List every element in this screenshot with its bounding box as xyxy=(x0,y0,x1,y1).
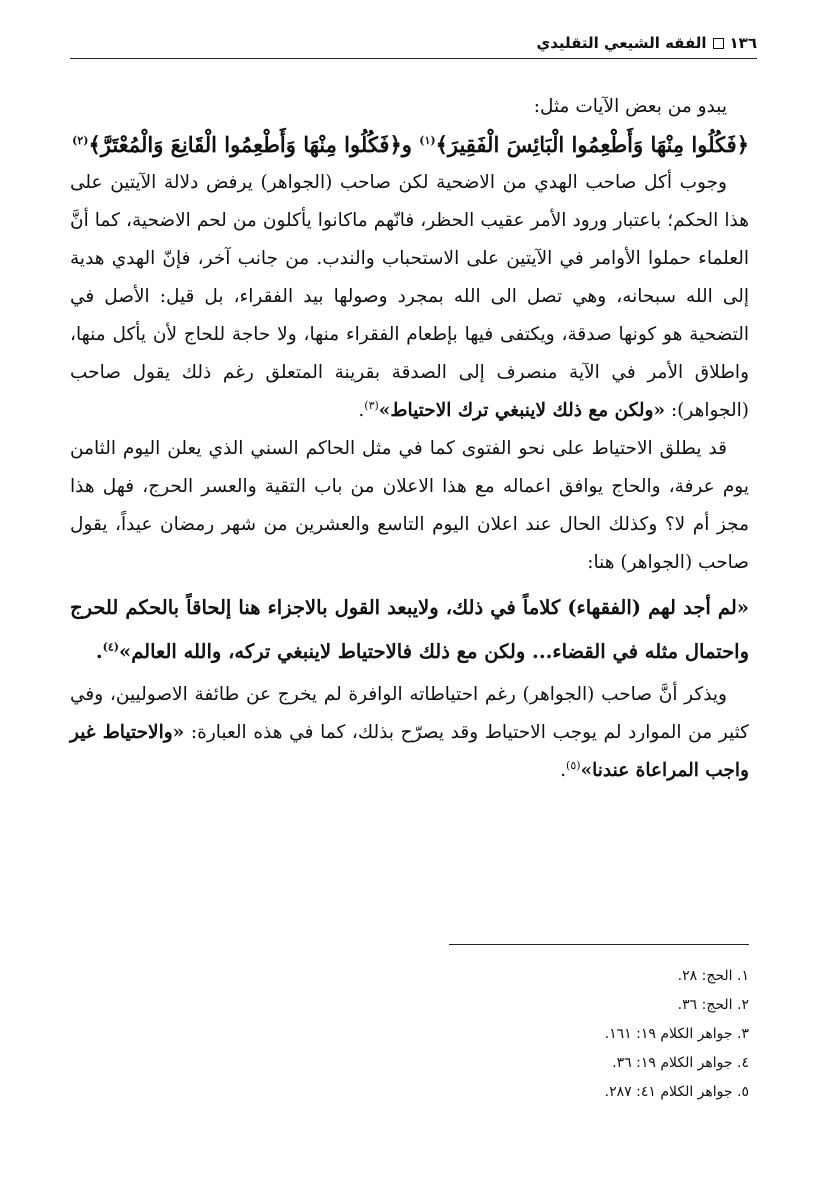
intro-line: يبدو من بعض الآيات مثل: xyxy=(533,96,727,117)
paragraph-1 xyxy=(70,164,749,430)
verse-1: ﴿فَكُلُوا مِنْهَا وَأَطْعِمُوا الْبَائِسَ الْفَقِيرَ﴾ xyxy=(435,132,749,157)
footnote-rule xyxy=(449,944,749,945)
block-quote-end: . xyxy=(95,640,103,663)
separator-box-icon xyxy=(713,38,724,49)
paragraph-3-text: ويذكر أنَّ صاحب (الجواهر) رغم احتياطاته الوافرة لم يخرج عن طائفة الاصوليين، وفي كثير من الموارد لم يوجب الاحتياط وقد يصرّح بذلك، كما في هذه العبارة: xyxy=(70,684,749,743)
footnote-3: ٣. جواهر الكلام ١٩: ١٦١. xyxy=(604,1026,749,1042)
footnote-ref-1: (١) xyxy=(419,134,436,147)
block-quote-text: «لم أجد لهم (الفقهاء) كلاماً في ذلك، ولايبعد القول بالاجزاء هنا إلحاقاً بالحكم للحرج واحتمال مثله في القضاء... ولكن مع ذلك فالاحتياط لاينبغي تركه، والله العالم» xyxy=(70,596,749,663)
header-rule xyxy=(70,58,757,59)
paragraph-3-quote: «والاحتياط غير واجب المراعاة عندنا» xyxy=(70,722,749,781)
paragraph-1-end: . xyxy=(358,400,365,421)
running-title: الفقه الشيعي التقليدي xyxy=(536,34,707,52)
paragraph-1-quote: «ولكن مع ذلك لاينبغي ترك الاحتياط» xyxy=(378,400,666,421)
paragraph-2: قد يطلق الاحتياط على نحو الفتوى كما في مثل الحاكم السني الذي يعلن اليوم الثامن يوم عرفة، والحاج يوافق اعماله مع هذا الاعلان من باب التقية والعسر الحرج، فهل هذا مجز أم لا؟ وكذلك الحال عند اعلان اليوم التاسع والعشرين من شهر رمضان عيداً، يقول صاحب (الجواهر) هنا: xyxy=(70,438,749,573)
footnote-2: ٢. الحج: ٣٦. xyxy=(677,997,749,1013)
quran-verses xyxy=(70,126,749,164)
block-quote xyxy=(70,586,749,674)
main-text xyxy=(70,88,749,790)
header-line xyxy=(536,34,757,52)
footnote-ref-3: (٣) xyxy=(364,398,379,412)
footnote-1: ١. الحج: ٢٨. xyxy=(677,968,749,984)
verse-2: ﴿فَكُلُوا مِنْهَا وَأَطْعِمُوا الْقَانِعَ وَالْمُعْتَرَّ﴾ xyxy=(88,132,402,157)
footnote-ref-2: (٢) xyxy=(72,134,89,147)
footnote-ref-4: (٤) xyxy=(102,640,119,654)
footnotes xyxy=(605,962,749,1107)
paragraph-3-end: . xyxy=(560,760,567,781)
paragraph-1-text: وجوب أكل صاحب الهدي من الاضحية لكن صاحب (الجواهر) يرفض دلالة الآيتين على هذا الحكم؛ باعتبار ورود الأمر عقيب الحظر، فانّهم ماكانوا يأكلون من لحم الاضحية، كما أنَّ العلماء حملوا الأوامر في الآيتين على الاستحباب والندب. من جانب آخر، فإنّ الهدي هدية إلى الله سبحانه، وهي تصل الى الله بمجرد وصولها بيد الفقراء، بل قيل: الأصل في التضحية هو كونها صدقة، ويكتفى فيها بإطعام الفقراء منها، ولا حاجة للحاج لأن يأكل منها، واطلاق الأمر في الآية منصرف إلى الصدقة بقرينة المتعلق رغم ذلك يقول صاحب (الجواهر): xyxy=(70,172,749,421)
page-header xyxy=(70,32,757,58)
verse-joiner: و xyxy=(401,132,420,157)
footnote-4: ٤. جواهر الكلام ١٩: ٣٦. xyxy=(612,1055,749,1071)
paragraph-3 xyxy=(70,676,749,790)
page-number: ١٣٦ xyxy=(729,34,757,52)
footnote-5: ٥. جواهر الكلام ٤١: ٢٨٧. xyxy=(604,1084,749,1100)
footnote-ref-5: (٥) xyxy=(566,758,581,772)
